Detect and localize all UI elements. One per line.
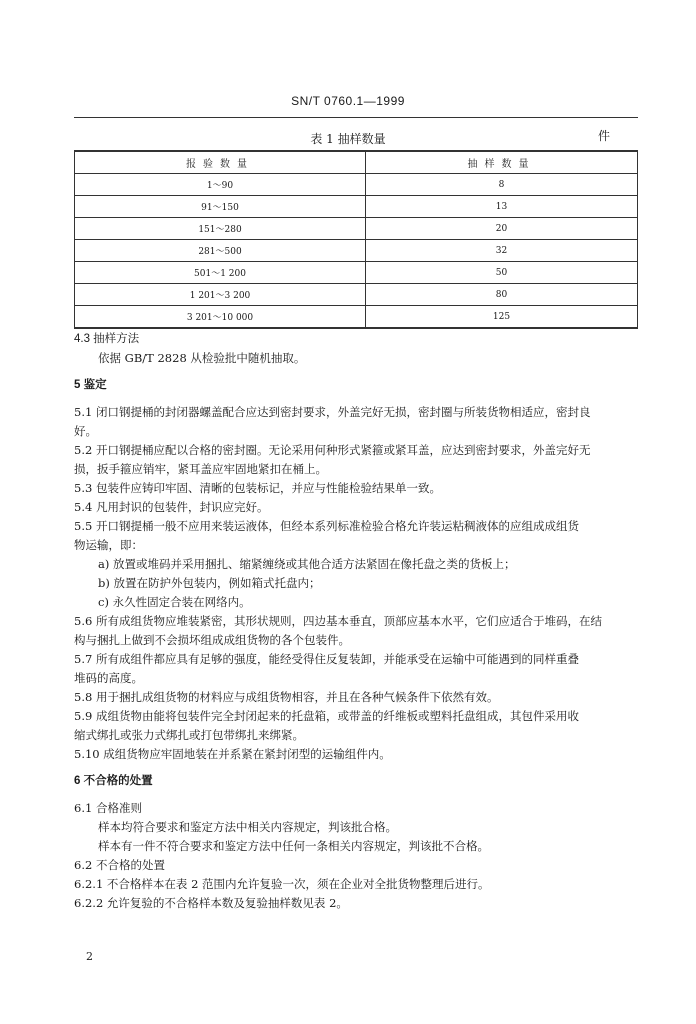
document-body — [74, 330, 640, 913]
table-row — [75, 262, 638, 284]
section-4-3-title: 4.3 抽样方法 — [74, 333, 140, 345]
para-5-2-line2: 损，扳手箍应销牢，紧耳盖应牢固地紧扣在桶上。 — [74, 462, 327, 476]
table-row — [75, 284, 638, 306]
lot-size-cell: 281～500 — [75, 240, 366, 262]
para-5-3: 5.3 包装件应铸印牢固、清晰的包装标记，并应与性能检验结果单一致。 — [74, 481, 441, 495]
para-5-6-line1: 5.6 所有成组货物应堆装紧密，其形状规则，四边基本垂直，顶部应基本水平，它们应适合于堆码，在结 — [74, 614, 602, 628]
sampling-table — [74, 150, 638, 329]
table-caption: 表 1 抽样数量 — [310, 132, 386, 146]
para-6-1: 6.1 合格准则 — [74, 801, 142, 815]
lot-size-cell: 1 201～3 200 — [75, 284, 366, 306]
para-6-1-b: 样本有一件不符合要求和鉴定方法中任何一条相关内容规定，判该批不合格。 — [98, 839, 489, 853]
para-5-5-item-a: a) 放置或堆码并采用捆扎、缩紧缠绕或其他合适方法紧固在像托盘之类的货板上； — [98, 557, 516, 571]
para-6-2-2: 6.2.2 允许复验的不合格样本数及复验抽样数见表 2。 — [74, 896, 348, 910]
section-6-title: 6 不合格的处置 — [74, 775, 153, 787]
para-5-1-line1: 5.1 闭口钢提桶的封闭器螺盖配合应达到密封要求，外盖完好无损，密封圈与所装货物相适应，密封良 — [74, 405, 591, 419]
lot-size-cell: 501～1 200 — [75, 262, 366, 284]
sample-size-cell: 8 — [366, 174, 638, 196]
para-5-5-line1: 5.5 开口钢提桶一般不应用来装运液体，但经本系列标准检验合格允许装运粘稠液体的应组成成组货 — [74, 519, 579, 533]
para-5-5-line2: 物运输，即： — [74, 538, 143, 552]
para-5-2-line1: 5.2 开口钢提桶应配以合格的密封圈。无论采用何种形式紧箍或紧耳盖，应达到密封要求，外盖完好无 — [74, 443, 591, 457]
lot-size-cell: 1～90 — [75, 174, 366, 196]
para-5-9-line2: 缩式绑扎或张力式绑扎或打包带绑扎来绑紧。 — [74, 728, 304, 742]
header-sample-size: 抽样数量 — [366, 151, 638, 174]
lot-size-cell: 151～280 — [75, 218, 366, 240]
para-6-2-1: 6.2.1 不合格样本在表 2 范围内允许复验一次，须在企业对全批货物整理后进行。 — [74, 877, 490, 891]
para-5-5-item-b: b) 放置在防护外包装内，例如箱式托盘内； — [98, 576, 321, 590]
para-5-10: 5.10 成组货物应牢固地装在并系紧在紧封闭型的运输组件内。 — [74, 747, 391, 761]
para-5-6-line2: 构与捆扎上做到不会损坏组成成组货物的各个包装件。 — [74, 633, 350, 647]
section-4-3-text: 依据 GB/T 2828 从检验批中随机抽取。 — [98, 351, 306, 365]
table-header-row — [75, 151, 638, 174]
para-5-1-line2: 好。 — [74, 424, 97, 438]
page-number: 2 — [86, 950, 93, 963]
sample-size-cell: 13 — [366, 196, 638, 218]
para-6-2: 6.2 不合格的处置 — [74, 858, 165, 872]
table-row — [75, 218, 638, 240]
header-lot-size: 报验数量 — [75, 151, 366, 174]
lot-size-cell: 3 201～10 000 — [75, 306, 366, 329]
document-header: SN/T 0760.1—1999 — [291, 94, 405, 108]
para-5-9-line1: 5.9 成组货物由能将包装件完全封闭起来的托盘箱，或带盖的纤维板或塑料托盘组成，其包件采用收 — [74, 709, 579, 723]
lot-size-cell: 91～150 — [75, 196, 366, 218]
sample-size-cell: 50 — [366, 262, 638, 284]
table-row — [75, 196, 638, 218]
header-rule — [74, 117, 638, 118]
table-row — [75, 306, 638, 329]
para-5-7-line2: 堆码的高度。 — [74, 671, 143, 685]
sample-size-cell: 125 — [366, 306, 638, 329]
sample-size-cell: 80 — [366, 284, 638, 306]
section-5-title: 5 鉴定 — [74, 379, 107, 391]
para-5-7-line1: 5.7 所有成组件都应具有足够的强度，能经受得住反复装卸，并能承受在运输中可能遇到的同样重叠 — [74, 652, 579, 666]
para-5-8: 5.8 用于捆扎成组货物的材料应与成组货物相容，并且在各种气候条件下依然有效。 — [74, 690, 499, 704]
table-row — [75, 174, 638, 196]
para-6-1-a: 样本均符合要求和鉴定方法中相关内容规定，判该批合格。 — [98, 820, 397, 834]
table-unit: 件 — [598, 129, 611, 143]
table-row — [75, 240, 638, 262]
sample-size-cell: 32 — [366, 240, 638, 262]
para-5-5-item-c: c) 永久性固定合装在网络内。 — [98, 595, 251, 609]
para-5-4: 5.4 凡用封识的包装件，封识应完好。 — [74, 500, 269, 514]
sample-size-cell: 20 — [366, 218, 638, 240]
